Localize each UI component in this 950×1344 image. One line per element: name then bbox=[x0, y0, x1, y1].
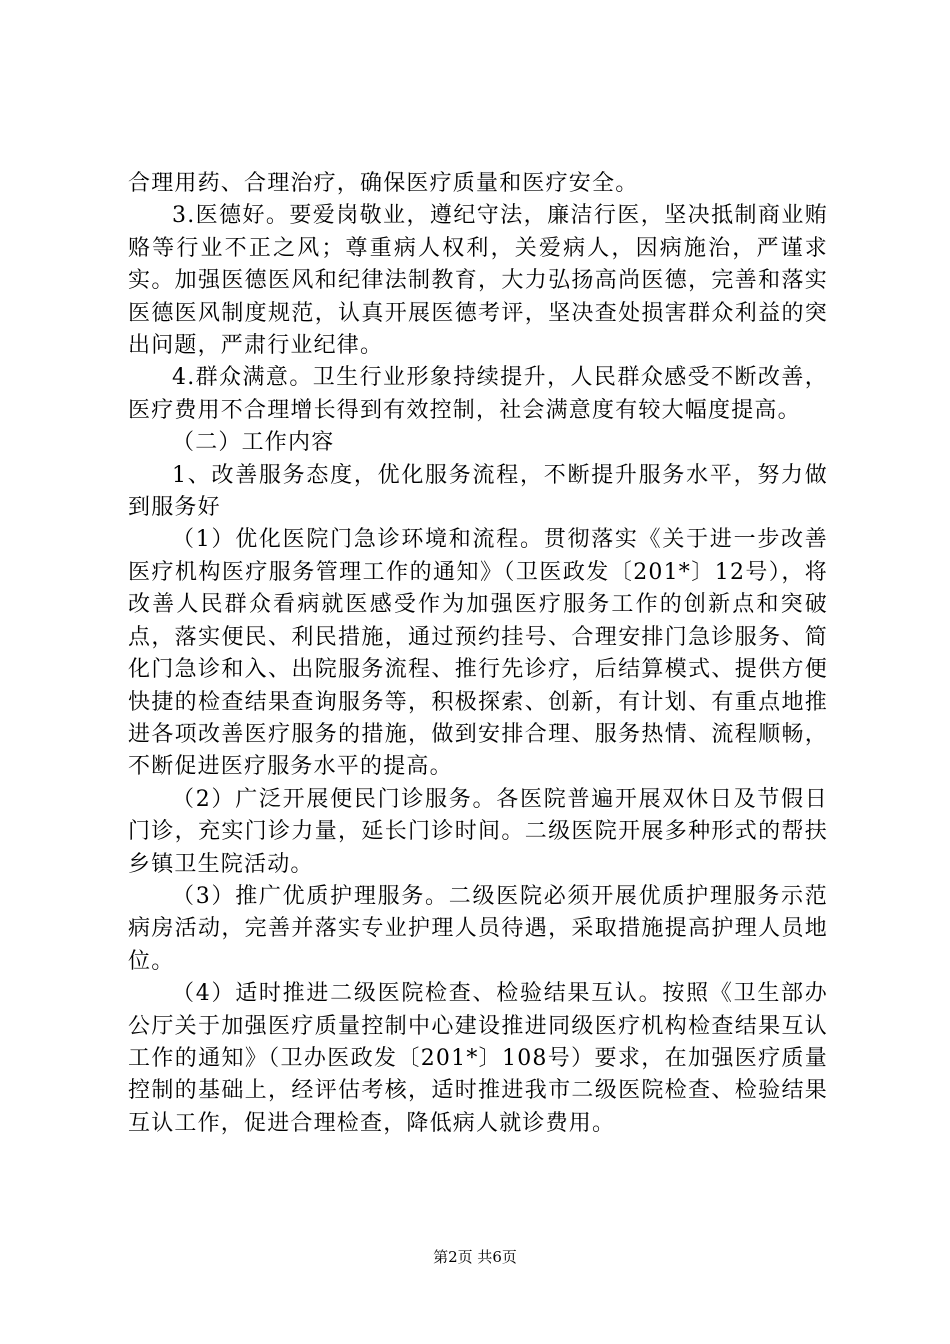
page-number-footer: 第2页 共6页 bbox=[433, 1248, 517, 1266]
paragraph-continuation: 合理用药、合理治疗，确保医疗质量和医疗安全。 bbox=[128, 171, 639, 196]
paragraph-item-1: （1）优化医院门急诊环境和流程。贯彻落实《关于进一步改善医疗机构医疗服务管理工作的通知》（卫医政发〔201*〕12号），将改善人民群众看病就医感受作为加强医疗服务工作的创新点和突破点，落实便民、利民措施，通过预约挂号、合理安排门急诊服务、简化门急诊和入、出院服务流程、推行先诊疗，后结算模式、提供方便快捷的检查结果查询服务等，积极探索、创新，有计划、有重点地推进各项改善医疗服务的措施，做到安排合理、服务热情、流程顺畅，不断促进医疗服务水平的提高。 bbox=[128, 527, 828, 780]
section-heading-work-content: （二）工作内容 bbox=[172, 430, 335, 456]
paragraph-medical-ethics: 3.医德好。要爱岗敬业，遵纪守法，廉洁行医，坚决抵制商业贿赂等行业不正之风；尊重病人权利，关爱病人，因病施治，严谨求实。加强医德医风和纪律法制教育，大力弘扬高尚医德，完善和落实医德医风制度规范，认真开展医德考评，坚决查处损害群众利益的突出问题，严肃行业纪律。 bbox=[128, 203, 828, 359]
paragraph-improve-service: 1、改善服务态度，优化服务流程，不断提升服务水平，努力做到服务好 bbox=[128, 462, 828, 521]
paragraph-item-4: （4）适时推进二级医院检查、检验结果互认。按照《卫生部办公厅关于加强医疗质量控制中心建设推进同级医疗机构检查结果互认工作的通知》（卫办医政发〔201*〕108号）要求，在加强医疗质量控制的基础上，经评估考核，适时推进我市二级医院检查、检验结果互认工作，促进合理检查，降低病人就诊费用。 bbox=[128, 981, 828, 1136]
paragraph-item-2: （2）广泛开展便民门诊服务。各医院普遍开展双休日及节假日门诊，充实门诊力量，延长门诊时间。二级医院开展多种形式的帮扶乡镇卫生院活动。 bbox=[128, 786, 828, 877]
paragraph-public-satisfaction: 4.群众满意。卫生行业形象持续提升，人民群众感受不断改善，医疗费用不合理增长得到有效控制，社会满意度有较大幅度提高。 bbox=[128, 365, 828, 423]
paragraph-item-3: （3）推广优质护理服务。二级医院必须开展优质护理服务示范病房活动，完善并落实专业护理人员待遇，采取措施提高护理人员地位。 bbox=[128, 883, 828, 974]
document-body bbox=[128, 168, 828, 1140]
